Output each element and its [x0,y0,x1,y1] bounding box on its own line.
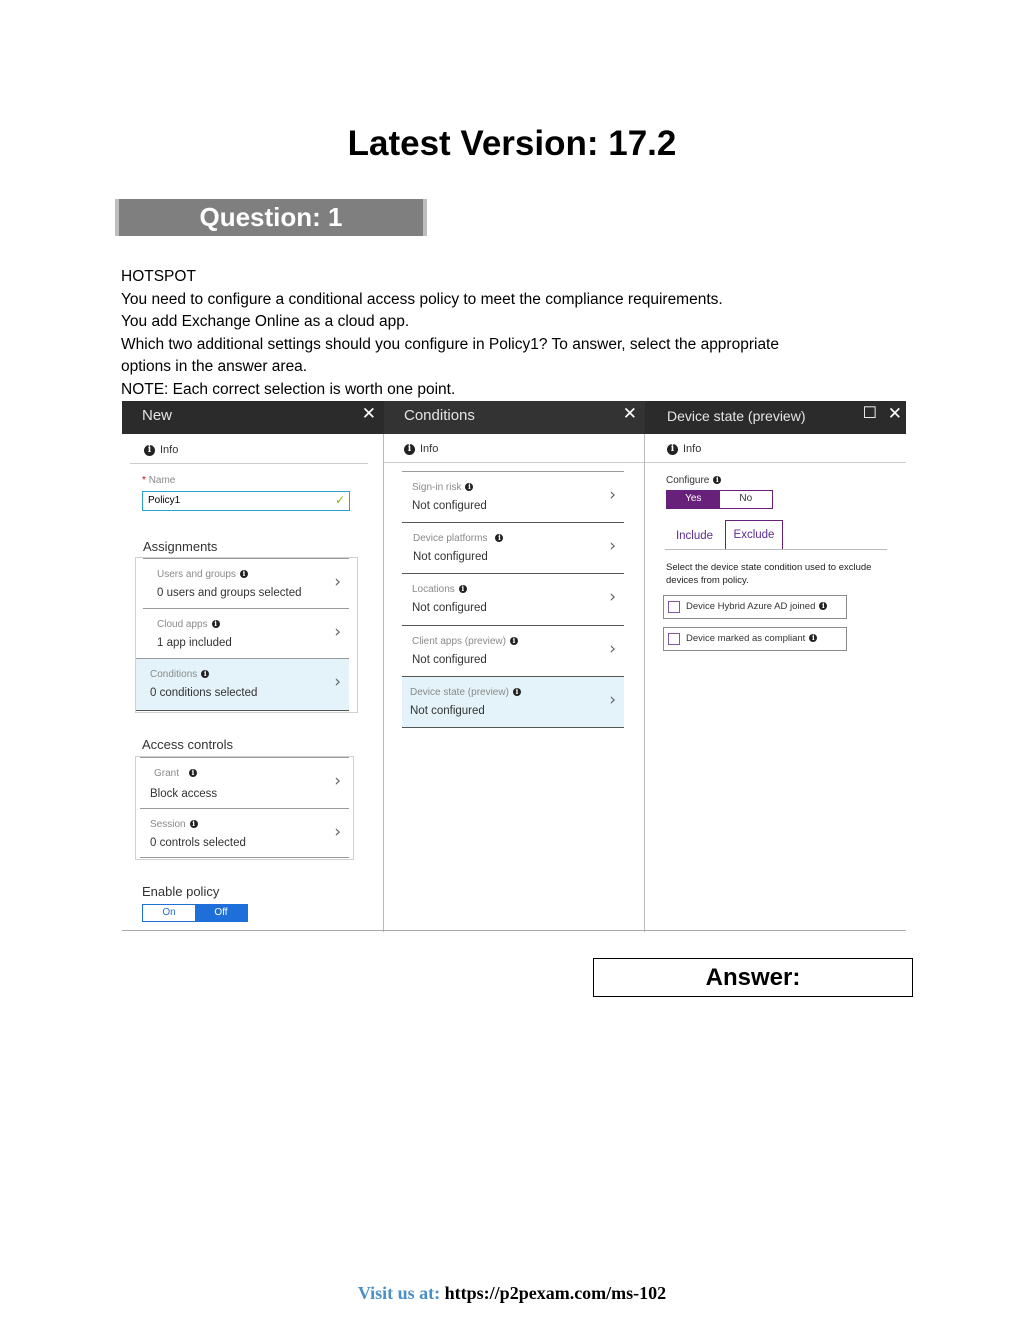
assignments-title: Assignments [143,539,218,554]
toggle-on[interactable]: On [162,907,176,918]
info-icon: i [144,445,155,456]
checkbox[interactable] [668,601,680,613]
assignment-users-and-groups[interactable]: Users and groups i 0 users and groups selected › [143,558,349,608]
info-icon: i [819,602,827,610]
blade-conditions-title: Conditions [404,407,475,424]
name-input[interactable]: Policy1 ✓ [142,491,350,511]
info-link[interactable]: i Info [667,443,701,455]
description-text: Select the device state condition used to exclude devices from policy. [666,562,872,586]
blade-device-state-header [645,401,906,434]
blade-new-header [122,401,384,434]
info-icon: i [190,820,198,828]
question-line: HOTSPOT [121,268,196,285]
chevron-right-icon: › [609,639,616,659]
access-control-session[interactable]: Session i 0 controls selected › [140,808,349,858]
condition-device-platforms[interactable]: Device platforms i Not configured › [402,522,624,573]
info-icon: i [510,637,518,645]
info-icon: i [212,620,220,628]
tabs-underline [665,549,887,550]
condition-client-apps[interactable]: Client apps (preview) i Not configured › [402,625,624,676]
blade-new-title: New [142,407,173,424]
chevron-right-icon: › [609,536,616,556]
azure-portal-screenshot [122,401,906,932]
info-icon: i [459,585,467,593]
tab-exclude[interactable]: Exclude [725,520,783,550]
name-label: * Name [142,475,176,486]
chevron-right-icon: › [609,587,616,607]
access-control-grant[interactable]: Grant i Block access › [140,757,349,808]
assignment-cloud-apps[interactable]: Cloud apps i 1 app included › [143,608,349,658]
access-controls-title: Access controls [142,737,234,752]
question-line: You need to configure a conditional access policy to meet the compliance requirements. [121,290,723,308]
toggle-off[interactable]: Off [195,905,247,921]
configure-toggle[interactable] [666,490,773,509]
checkbox[interactable] [668,633,680,645]
toggle-yes[interactable]: Yes [667,491,720,508]
screenshot-bottom-border [122,930,906,931]
tab-include[interactable]: Include [675,530,714,542]
info-link[interactable]: i Info [144,444,178,456]
question-text [121,266,901,402]
toggle-no[interactable]: No [739,493,753,504]
chevron-right-icon: › [334,672,341,692]
divider [384,462,645,463]
configure-label: Configure i [666,475,721,486]
info-icon: i [404,444,415,455]
option-hybrid-azure-ad-joined[interactable]: Device Hybrid Azure AD joined i [663,595,847,619]
option-marked-as-compliant[interactable]: Device marked as compliant i [663,627,847,651]
info-icon: i [713,476,721,484]
condition-locations[interactable]: Locations i Not configured › [402,573,624,625]
divider [645,462,906,463]
info-icon: i [465,483,473,491]
divider [130,463,368,464]
check-icon: ✓ [334,493,345,507]
maximize-icon[interactable]: ☐ [862,405,877,422]
info-icon: i [495,534,503,542]
info-link[interactable]: i Info [404,443,438,455]
footer-lead: Visit us at: [357,1283,445,1303]
question-line: You add Exchange Online as a cloud app. [121,313,410,331]
enable-policy-title: Enable policy [142,884,220,899]
chevron-right-icon: › [334,822,341,842]
question-banner: Question: 1 [115,199,427,236]
info-icon: i [513,688,521,696]
info-icon: i [189,769,197,777]
info-icon: i [240,570,248,578]
page-title: Latest Version: 17.2 [347,124,677,163]
blade-device-state [645,401,906,932]
blade-new [122,401,384,932]
chevron-right-icon: › [334,622,341,642]
close-icon[interactable]: ✕ [361,404,376,423]
footer [0,1283,1024,1304]
question-line: options in the answer area. [121,358,308,376]
chevron-right-icon: › [609,485,616,505]
close-icon[interactable]: ✕ [622,404,637,423]
close-icon[interactable]: ✕ [887,404,902,423]
info-icon: i [201,670,209,678]
question-line: Which two additional settings should you configure in Policy1? To answer, select the appropriate [121,335,779,353]
chevron-right-icon: › [334,771,341,791]
answer-box: Answer: [593,958,913,997]
condition-device-state[interactable]: Device state (preview) i Not configured › [402,676,624,728]
blade-device-state-title: Device state (preview) [667,408,806,424]
assignment-conditions[interactable]: Conditions i 0 conditions selected › [136,658,349,711]
question-line: NOTE: Each correct selection is worth one point. [121,380,456,398]
blade-conditions-header [384,401,645,434]
enable-policy-toggle[interactable] [142,904,248,922]
footer-url[interactable]: https://p2pexam.com/ms-102 [444,1283,667,1303]
chevron-right-icon: › [334,572,341,592]
info-icon: i [667,444,678,455]
info-icon: i [809,634,817,642]
blade-conditions [384,401,645,932]
condition-sign-in-risk[interactable]: Sign-in risk i Not configured › [402,471,624,522]
chevron-right-icon: › [609,690,616,710]
